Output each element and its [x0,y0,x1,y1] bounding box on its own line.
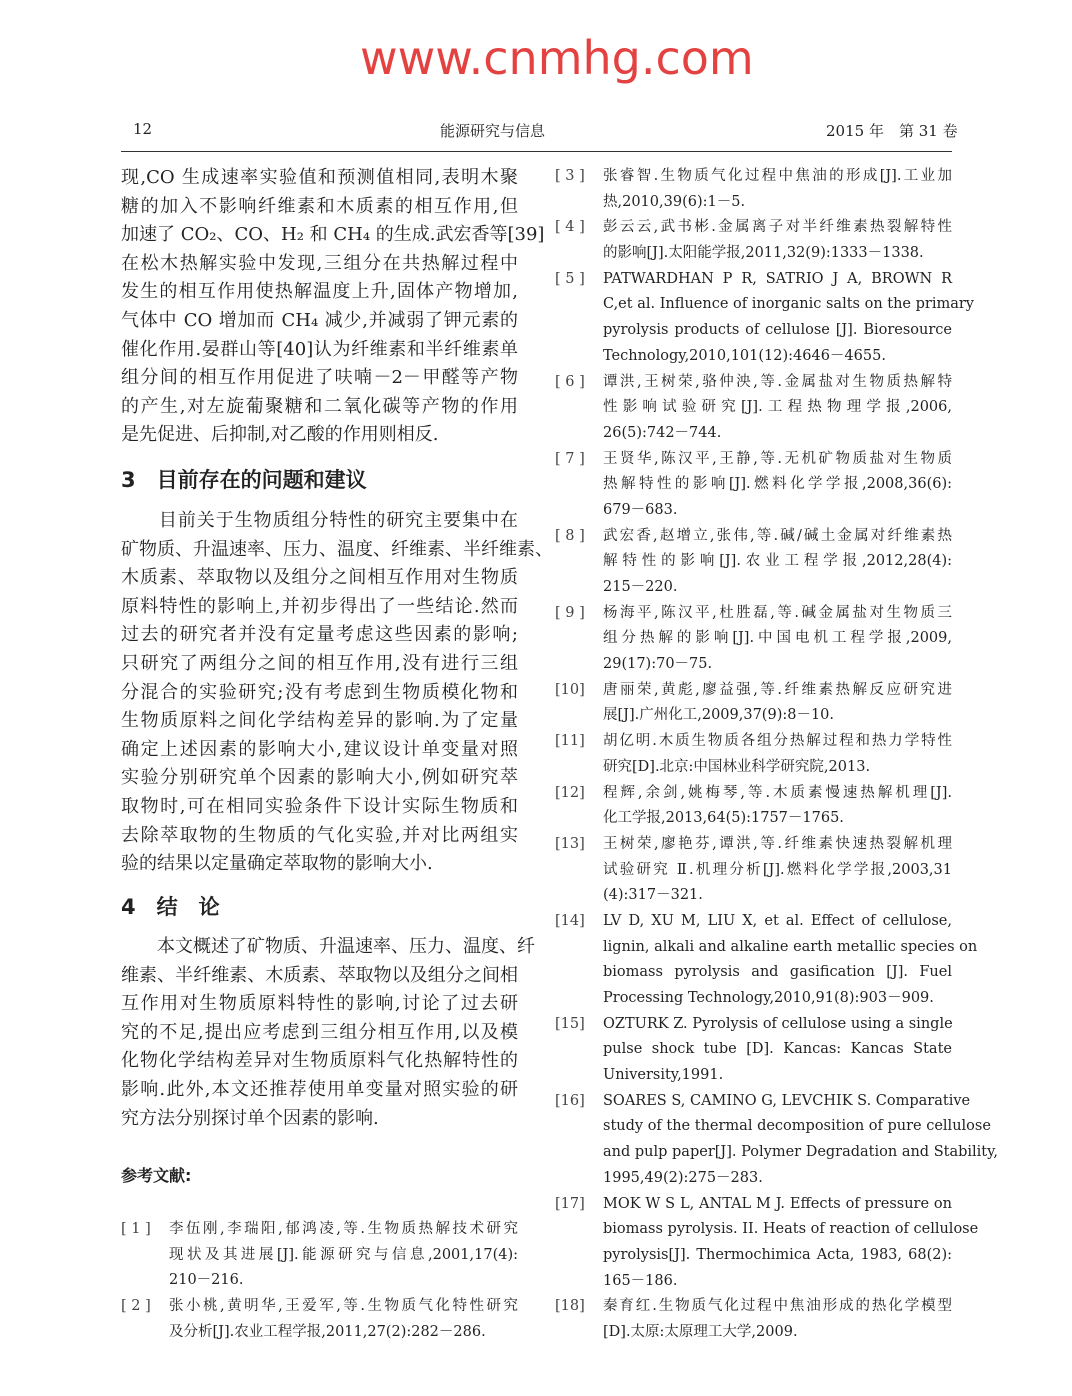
reference-line: pulse shock tube [D]. Kancas: Kancas State [603,1041,952,1058]
text-line: 确定上述因素的影响大小,建议设计单变量对照 [121,738,518,760]
reference-line: 解特性的影响[J].农业工程学报,2012,28(4): [603,553,952,570]
reference-line: 张睿智.生物质气化过程中焦油的形成[J].工业加 [603,168,952,184]
reference-line: 研究[D].北京:中国林业科学研究院,2013. [603,758,871,775]
text-line: 气体中 CO 增加而 CH₄ 减少,并减弱了钾元素的 [121,309,518,331]
reference-line: 彭云云,武书彬.金属离子对半纤维素热裂解特性 [603,219,952,236]
reference-item [121,1217,518,1294]
text-line: 只研究了两组分之间的相互作用,没有进行三组 [121,652,518,674]
reference-number: [ 8 ] [555,527,585,544]
reference-line: LV D, XU M, LIU X, et al. Effect of cellulose, [603,912,952,929]
text-line: 组分间的相互作用促进了呋喃－2－甲醛等产物 [121,367,518,389]
watermark: www.cnmhg.com [360,31,754,85]
text-line: 现,CO 生成速率实验值和预测值相同,表明木聚 [121,167,518,188]
reference-number: [ 4 ] [555,219,585,236]
reference-item [555,447,952,524]
reference-line: C,et al. Influence of inorganic salts on the primary [603,296,974,313]
reference-line: 展[J].广州化工,2009,37(9):8－10. [603,707,835,724]
reference-line: 杨海平,陈汉平,杜胜磊,等.碱金属盐对生物质三 [603,604,952,621]
reference-item [555,1294,952,1345]
reference-number: [12] [555,784,585,801]
reference-line: 秦育红.生物质气化过程中焦油形成的热化学模型 [603,1298,952,1315]
text-line: 去除萃取物的生物质的气化实验,并对比两组实 [121,824,518,846]
reference-line: 679－683. [603,501,678,518]
reference-line: 165－186. [603,1272,678,1289]
text-line: 矿物质、升温速率、压力、温度、纤维素、半纤维素、 [121,538,553,560]
text-line: 是先促进、后抑制,对乙酸的作用则相反. [121,424,439,446]
reference-line: 热,2010,39(6):1－5. [603,193,746,210]
reference-line: 29(17):70－75. [603,656,713,673]
references-heading: 参考文献: [121,1166,192,1185]
issue-info: 2015 年 第 31 卷 [826,122,958,140]
reference-line: OZTURK Z. Pyrolysis of cellulose using a single [603,1015,953,1032]
text-line: 实验分别研究单个因素的影响大小,例如研究萃 [121,767,518,789]
text-line: 生物质原料之间化学结构差异的影响.为了定量 [121,710,518,732]
reference-number: [10] [555,681,585,698]
reference-number: [ 9 ] [555,604,585,621]
reference-number: [14] [555,912,585,929]
text-line: 分混合的实验研究;没有考虑到生物质模化物和 [121,681,518,703]
reference-line: 热解特性的影响[J].燃料化学学报,2008,36(6): [603,476,952,493]
reference-line: pyrolysis[J]. Thermochimica Acta, 1983, 68(2): [603,1246,952,1263]
reference-line: 组分热解的影响[J].中国电机工程学报,2009, [603,630,952,647]
reference-number: [11] [555,733,585,750]
text-line: 加速了 CO₂、CO、H₂ 和 CH₄ 的生成.武宏香等[39] [121,224,545,246]
reference-number: [ 1 ] [121,1221,151,1237]
reference-line: SOARES S, CAMINO G, LEVCHIK S. Comparative [603,1092,971,1109]
reference-line: pyrolysis products of cellulose [J]. Bioresource [603,322,952,339]
reference-line: 谭洪,王树荣,骆仲泱,等.金属盐对生物质热解特 [603,373,952,390]
reference-line: 化工学报,2013,64(5):1757－1765. [603,810,844,827]
reference-line: University,1991. [603,1067,724,1084]
reference-line: 1995,49(2):275－283. [603,1169,763,1186]
reference-line: 的影响[J].太阳能学报,2011,32(9):1333－1338. [603,245,924,262]
reference-item [555,781,952,832]
text-line: 发生的相互作用使热解温度上升,固体产物增加, [121,281,518,303]
text-line: 验的结果以定量确定萃取物的影响大小. [121,853,433,875]
reference-line: biomass pyrolysis. II. Heats of reaction of cellulose [603,1221,979,1238]
section-4-body [121,933,535,1133]
reference-item [555,1012,952,1089]
reference-number: [13] [555,835,585,852]
references-left [121,1217,518,1345]
reference-line: 试验研究 Ⅱ.机理分析[J].燃料化学学报,2003,31 [603,861,952,878]
reference-line: and pulp paper[J]. Polymer Degradation and Stability, [603,1144,998,1161]
reference-number: [15] [555,1015,585,1032]
reference-item [555,729,952,780]
reference-line: [D].太原:太原理工大学,2009. [603,1323,798,1340]
reference-number: [ 3 ] [555,168,585,184]
text-line: 维素、半纤维素、木质素、萃取物以及组分之间相 [121,964,518,986]
reference-item [555,909,978,1012]
reference-item [555,164,952,215]
paragraph-continuation [121,164,545,450]
text-line: 究的不足,提出应考虑到三组分相互作用,以及模 [121,1021,518,1043]
header-rule [121,151,952,152]
reference-item [555,601,952,678]
reference-line: 210－216. [169,1272,244,1289]
reference-item [555,524,952,601]
reference-line: 26(5):742－744. [603,424,722,441]
reference-line: 性影响试验研究[J].工程热物理学报,2006, [603,399,952,416]
text-line: 目前关于生物质组分特性的研究主要集中在 [121,510,518,531]
text-line: 的产生,对左旋葡聚糖和二氧化碳等产物的作用 [121,395,518,417]
text-line: 原料特性的影响上,并初步得出了一些结论.然而 [121,595,518,617]
reference-number: [ 2 ] [121,1298,151,1315]
text-line: 糖的加入不影响纤维素和木质素的相互作用,但 [121,195,518,217]
text-line: 互作用对生物质原料特性的影响,讨论了过去研 [121,993,518,1015]
reference-line: MOK W S L, ANTAL M J. Effects of pressure on [603,1195,952,1212]
reference-line: 王树荣,廖艳芬,谭洪,等.纤维素快速热裂解机理 [603,835,952,852]
section-4-heading: 4 结 论 [121,895,220,919]
reference-item [555,832,952,909]
section-3-body [121,507,553,879]
reference-line: 王贤华,陈汉平,王静,等.无机矿物质盐对生物质 [603,450,952,467]
reference-item [555,215,952,266]
reference-number: [18] [555,1298,585,1315]
text-line: 本文概述了矿物质、升温速率、压力、温度、纤 [121,936,535,957]
reference-line: 现状及其进展[J].能源研究与信息,2001,17(4): [169,1246,518,1263]
reference-line: Technology,2010,101(12):4646－4655. [603,347,886,364]
reference-item [555,1192,979,1295]
journal-title: 能源研究与信息 [440,122,546,140]
page-number: 12 [133,120,153,138]
reference-item [555,1089,998,1192]
reference-line: 张小桃,黄明华,王爱军,等.生物质气化特性研究 [169,1298,518,1315]
text-line: 过去的研究者并没有定量考虑这些因素的影响; [121,624,518,646]
reference-item [555,678,952,729]
reference-line: 程辉,余剑,姚梅琴,等.木质素慢速热解机理[J]. [603,784,952,801]
reference-line: 武宏香,赵增立,张伟,等.碱/碱土金属对纤维素热 [603,527,952,544]
reference-line: 李伍刚,李瑞阳,郁鸿凌,等.生物质热解技术研究 [169,1221,518,1237]
text-line: 木质素、萃取物以及组分之间相互作用对生物质 [121,567,518,589]
reference-line: 215－220. [603,579,678,595]
reference-line: (4):317－321. [603,887,703,904]
reference-line: biomass pyrolysis and gasification [J]. Fuel [603,964,952,981]
reference-line: Processing Technology,2010,91(8):903－909. [603,990,934,1006]
references-right [555,164,998,1346]
reference-line: study of the thermal decomposition of pure cellulose [603,1118,991,1135]
reference-number: [ 5 ] [555,270,585,287]
section-3-heading: 3 目前存在的问题和建议 [121,468,367,492]
reference-line: 胡亿明.木质生物质各组分热解过程和热力学特性 [603,733,952,750]
text-line: 催化作用.晏群山等[40]认为纤维素和半纤维素单 [121,338,518,360]
reference-number: [ 6 ] [555,373,585,390]
reference-line: lignin, alkali and alkaline earth metallic species on [603,938,978,955]
reference-line: 及分析[J].农业工程学报,2011,27(2):282－286. [169,1323,486,1340]
reference-item [555,370,952,447]
text-line: 取物时,可在相同实验条件下设计实际生物质和 [121,795,518,817]
reference-number: [17] [555,1195,585,1212]
reference-item [555,267,974,370]
text-line: 化物化学结构差异对生物质原料气化热解特性的 [121,1050,518,1072]
reference-number: [16] [555,1092,585,1109]
reference-number: [ 7 ] [555,450,585,467]
reference-line: PATWARDHAN P R, SATRIO J A, BROWN R [603,270,952,287]
text-line: 在松木热解实验中发现,三组分在共热解过程中 [121,252,518,274]
reference-item [121,1294,518,1345]
text-line: 影响.此外,本文还推荐使用单变量对照实验的研 [121,1078,518,1100]
reference-line: 唐丽荣,黄彪,廖益强,等.纤维素热解反应研究进 [603,681,952,698]
text-line: 究方法分别探讨单个因素的影响. [121,1107,379,1129]
